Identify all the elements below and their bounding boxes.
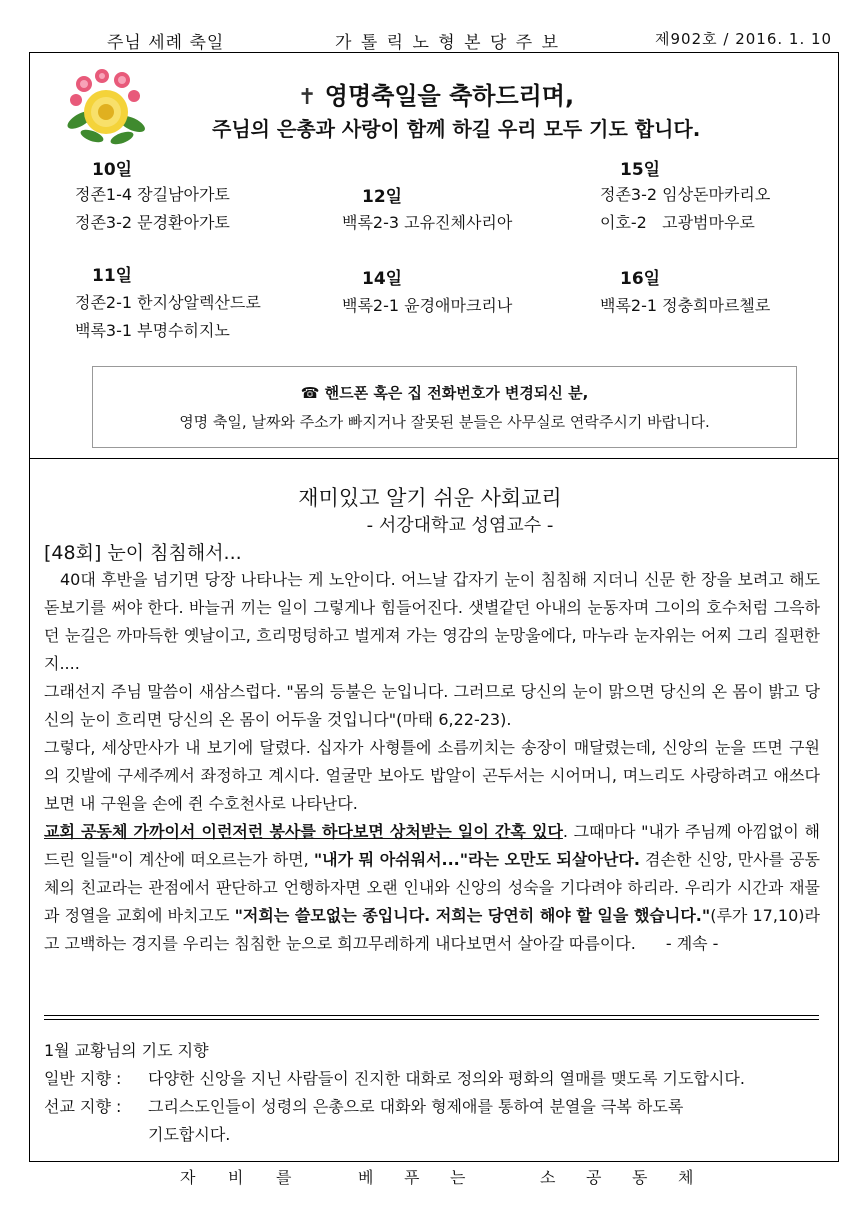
bold-quote: "내가 뭐 아쉬워서..."라는 오만도 되살아난다. bbox=[313, 850, 640, 869]
continued-label: - 계속 - bbox=[665, 934, 719, 953]
article-paragraph: 그래선지 주님 말씀이 새삼스럽다. "몸의 등불은 눈입니다. 그러므로 당신의 눈이 맑으면 당신의 온 몸이 밝고 당신의 눈이 흐리면 당신의 온 몸이 어두울 것입니다"(마태 6,22-23). bbox=[44, 682, 820, 729]
list-item: 이호-2 고광범마우로 bbox=[600, 213, 755, 232]
list-item: 정존3-2 문경환아가토 bbox=[75, 213, 230, 232]
footer-char: 베 bbox=[358, 1168, 374, 1187]
general-intention-text: 다양한 신앙을 지닌 사람들이 진지한 대화로 정의와 평화의 열매를 맺도록 기도합시다. bbox=[148, 1069, 745, 1088]
article-author: - 서강대학교 성염교수 - bbox=[366, 515, 554, 536]
article-paragraph: 그렇다, 세상만사가 내 보기에 달렸다. 십자가 사형틀에 소름끼치는 송장이 매달렸는데, 신앙의 눈을 뜨면 구원의 깃발에 구세주께서 좌정하고 계시다. 얼굴만 보아도 밥알이 곤두서는 시어머니, 며느리도 사랑하려고 애쓰다 보면 내 구원을 손에 쥔 수호천사로 나타난다. bbox=[44, 738, 820, 813]
day-label: 11일 bbox=[92, 266, 133, 286]
feast-name: 주님 세례 축일 bbox=[107, 33, 225, 53]
mission-intention-text: 기도합시다. bbox=[148, 1125, 231, 1144]
notice-box bbox=[92, 366, 797, 448]
footer-char: 는 bbox=[450, 1168, 466, 1187]
footer-char: 푸 bbox=[404, 1168, 420, 1187]
list-item: 백록3-1 부명수히지노 bbox=[75, 321, 230, 340]
footer-char: 소 bbox=[540, 1168, 556, 1187]
list-item: 백록2-3 고유진체사리아 bbox=[342, 213, 513, 232]
cross-icon: ✝ bbox=[298, 85, 317, 110]
article-paragraph: 교회 공동체 가까이서 이런저런 봉사를 하다보면 상처받는 일이 간혹 있다. 그때마다 "내가 주님께 아낌없이 해드린 일들"이 계산에 떠오르는가 하면, "내가 뭐 아쉬워서..."라는 오만도 되살아난다. 겸손한 신앙, 만사를 공동체의 친교라는 관점에서 판단하고 언행하자면 오랜 인내와 신앙의 성숙을 기다려야 하리라. 우리가 시간과 재물과 정열을 교회에 바치고도 "저희는 쓸모없는 종입니다. 저희는 당연히 해야 할 일을 했습니다."(루가 17,10)라고 고백하는 경지를 우리는 침침한 눈으로 희끄무레하게 내다보면서 살아갈 따름이다. - 계속 - bbox=[44, 822, 820, 953]
flower-icon bbox=[62, 62, 150, 148]
list-item: 백록2-1 정충희마르첼로 bbox=[600, 296, 771, 315]
mission-intention-label: 선교 지향 : bbox=[44, 1097, 122, 1116]
celebration-title: ✝ 영명축일을 축하드리며, bbox=[298, 82, 575, 110]
double-rule bbox=[44, 1015, 819, 1020]
general-intention-label: 일반 지향 : bbox=[44, 1069, 122, 1088]
celebration-subtitle: 주님의 은총과 사랑이 함께 하길 우리 모두 기도 합니다. bbox=[212, 117, 701, 141]
notice-text: 영명 축일, 날짜와 주소가 빠지거나 잘못된 분들은 사무실로 연락주시기 바랍니다. bbox=[179, 413, 710, 431]
issue-number: 제902호 / 2016. 1. 10 bbox=[655, 30, 833, 48]
article-title: 재미있고 알기 쉬운 사회교리 bbox=[298, 486, 562, 510]
list-item: 정존3-2 임상돈마카리오 bbox=[600, 185, 771, 204]
list-item: 정존1-4 장길남아가토 bbox=[75, 185, 230, 204]
episode-title: [48회] 눈이 침침해서... bbox=[44, 542, 242, 564]
article-paragraph: 40대 후반을 넘기면 당장 나타나는 게 노안이다. 어느날 갑자기 눈이 침침해 지더니 신문 한 장을 보려고 해도 돋보기를 써야 한다. 바늘귀 끼는 일이 그렇게나 힘들어진다. 샛별같던 아내의 눈동자며 그이의 호수처럼 그윽하던 눈길은 까마득한 옛날이고, 흐리멍텅하고 벌게져 가는 영감의 눈망울에다, 마누라 눈자위는 어찌 그리 질편한지.... bbox=[44, 570, 820, 673]
footer-char: 자 bbox=[180, 1168, 196, 1187]
day-label: 12일 bbox=[362, 187, 403, 207]
footer-char: 체 bbox=[678, 1168, 694, 1187]
day-label: 14일 bbox=[362, 269, 403, 289]
notice-heading: ☎ 핸드폰 혹은 집 전화번호가 변경되신 분, bbox=[300, 384, 589, 402]
footer-char: 비 bbox=[228, 1168, 244, 1187]
footer-char: 공 bbox=[586, 1168, 602, 1187]
day-label: 16일 bbox=[620, 269, 661, 289]
publication-title: 가 톨 릭 노 형 본 당 주 보 bbox=[335, 33, 561, 53]
list-item: 정존2-1 한지상알렉산드로 bbox=[75, 293, 261, 312]
list-item: 백록2-1 윤경애마크리나 bbox=[342, 296, 513, 315]
underlined-text: 교회 공동체 가까이서 이런저런 봉사를 하다보면 상처받는 일이 간혹 있다 bbox=[44, 822, 563, 841]
footer-char: 동 bbox=[632, 1168, 648, 1187]
day-label: 10일 bbox=[92, 160, 133, 180]
footer-char: 를 bbox=[276, 1168, 292, 1187]
bold-quote: "저희는 쓸모없는 종입니다. 저희는 당연히 해야 할 일을 했습니다." bbox=[234, 906, 711, 925]
mission-intention-text: 그리스도인들이 성령의 은총으로 대화와 형제애를 통하여 분열을 극복 하도록 bbox=[148, 1097, 684, 1116]
day-label: 15일 bbox=[620, 160, 661, 180]
prayer-heading: 1월 교황님의 기도 지향 bbox=[44, 1041, 209, 1060]
section-divider bbox=[29, 458, 839, 459]
